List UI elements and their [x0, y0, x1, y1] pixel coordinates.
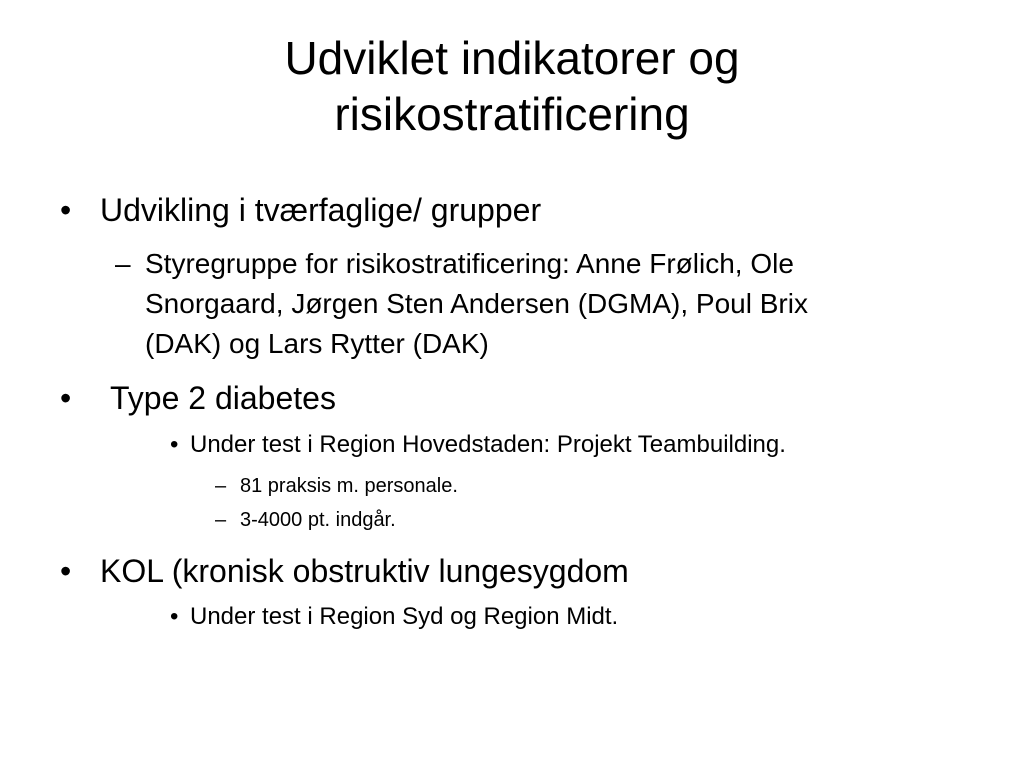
sub-item-line-2: Snorgaard, Jørgen Sten Andersen (DGMA), Poul Brix — [145, 288, 808, 319]
bullet-marker: • — [60, 192, 72, 228]
sub-item-text: Under test i Region Syd og Region Midt. — [190, 603, 619, 630]
bullet-marker: • — [60, 380, 72, 416]
sub-item-line-1: Styregruppe for risikostratificering: Anne Frølich, Ole — [145, 248, 794, 279]
slide-title-line-1: Udviklet indikatorer og — [284, 32, 740, 84]
dash-marker: – — [115, 248, 131, 279]
bullet-text: Type 2 diabetes — [110, 380, 336, 416]
sub-sub-item-text: 81 praksis m. personale. — [240, 475, 458, 497]
sub-item-text: Under test i Region Hovedstaden: Projekt Teambuilding. — [190, 431, 786, 458]
bullet-text: KOL (kronisk obstruktiv lungesygdom — [100, 553, 629, 589]
bullet-marker: • — [170, 603, 179, 630]
dash-marker: – — [215, 475, 227, 497]
dash-marker: – — [215, 509, 227, 531]
sub-item-line-3: (DAK) og Lars Rytter (DAK) — [145, 328, 489, 359]
slide-title-line-2: risikostratificering — [334, 88, 690, 140]
bullet-text: Udvikling i tværfaglige/ grupper — [100, 192, 542, 228]
sub-item-text — [145, 244, 808, 364]
bullet-marker: • — [170, 431, 179, 458]
slide-title — [60, 30, 964, 142]
bullet-marker: • — [60, 553, 72, 589]
sub-sub-item-text: 3-4000 pt. indgår. — [240, 509, 396, 531]
